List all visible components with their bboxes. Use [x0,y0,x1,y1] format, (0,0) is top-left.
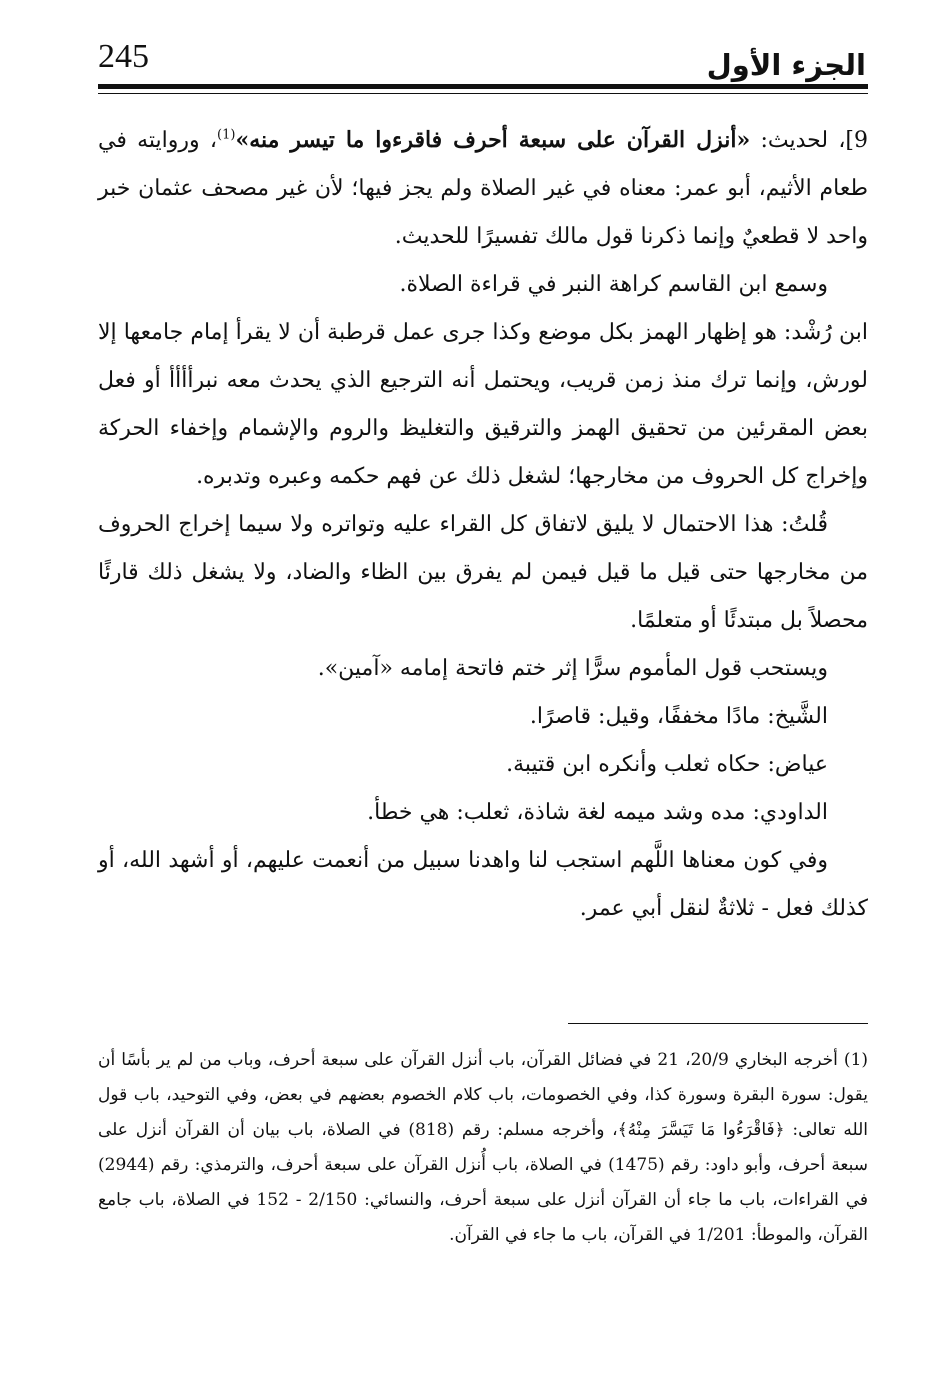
footnote-block [98,1043,868,1253]
header-rule-thick [98,84,868,89]
page-number: 245 [98,38,149,75]
header-rule-thin [98,93,868,94]
footnote-text: (1) أخرجه البخاري 20/9، 21 في فضائل القرآن، باب أنزل القرآن على سبعة أحرف، وباب من لم ير بأسًا أن يقول: سورة البقرة وسورة كذا، وفي الخصومات، باب كلام الخصوم بعضهم في بعض، وفي التوحيد، باب قول الله تعالى: ﴿فَاقْرَءُوا مَا تَيَسَّرَ مِنْهُ﴾، وأخرجه مسلم: رقم (818) في الصلاة، باب بيان أن القرآن أنزل على سبعة أحرف، وأبو داود: رقم (1475) في الصلاة، باب أُنزل القرآن على سبعة أحرف، والترمذي: رقم (2944) في القراءات، باب ما جاء أن القرآن أنزل على سبعة أحرف، والنسائي: 2/150 - 152 في الصلاة، باب جامع القرآن، والموطأ: 1/201 في القرآن، باب ما جاء في القرآن. [98,1050,869,1245]
paragraph-iyad: عياض: حكاه ثعلب وأنكره ابن قتيبة. [506,752,828,777]
paragraph-shaykh: الشَّيخ: مادًا مخففًا، وقيل: قاصرًا. [529,704,828,729]
paragraph-nabr: وسمع ابن القاسم كراهة النبر في قراءة الصلاة. [399,272,828,297]
running-header-title: الجزء الأول [706,48,866,82]
main-text [98,116,868,933]
footnote-marker: (1) [217,127,236,143]
paragraph-amin: ويستحب قول المأموم سرًّا إثر ختم فاتحة إمامه «آمين». [317,656,828,681]
paragraph-ibn-rushd: ابن رُشْد: هو إظهار الهمز بكل موضع وكذا جرى عمل قرطبة أن لا يقرأ إمام جامعها إلا لورش، وإنما ترك منذ زمن قريب، ويحتمل أنه الترجيع الذي يحدث معه نبرأأأأ أو فعل بعض المقرئين من تحقيق الهمز والترقيق والتغليظ والروم والإشمام وإخفاء الحركة وإخراج كل الحروف من مخارجها؛ لشغل ذلك عن فهم حكمه وعبره وتدبره. [98,320,868,489]
paragraph-qultu: قُلتُ: هذا الاحتمال لا يليق لاتفاق كل القراء عليه وتواتره ولا سيما إخراج الحروف من مخارجها حتى قيل ما قيل فيمن لم يفرق بين الظاء والضاد، ولا يشغل ذلك قارئًا محصلاً بل مبتدئًا أو متعلمًا. [98,512,868,633]
footnote-separator [568,1023,868,1024]
paragraph-hadith [98,116,868,261]
hadith-intro: 9]، لحديث: [750,128,869,153]
paragraph-dawudi: الداودي: مده وشد ميمه لغة شاذة، ثعلب: هي خطأ. [367,800,828,825]
hadith-quote: «أنزل القرآن على سبعة أحرف فاقرءوا ما تيسر منه» [235,127,751,153]
paragraph-meaning: وفي كون معناها اللَّهم استجب لنا واهدنا سبيل من أنعمت عليهم، أو أشهد الله، أو كذلك فعل - ثلاثةٌ لنقل أبي عمر. [98,848,868,921]
hadith-commentary: ، وروايته في طعام الأثيم، أبو عمر: معناه في غير الصلاة ولم يجز فيها؛ لأن غير مصحف عثمان خبر واحد لا قطعيٌ وإنما ذكرنا قول مالك تفسيرًا للحديث. [98,128,868,249]
